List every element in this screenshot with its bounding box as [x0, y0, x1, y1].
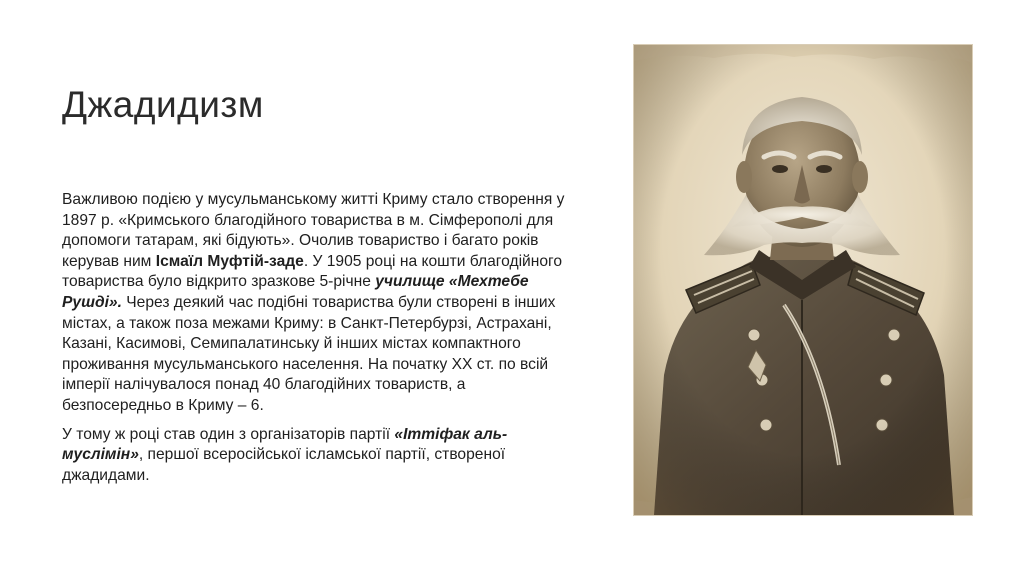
paragraph-2: [62, 425, 572, 487]
portrait-illustration: [634, 45, 972, 515]
portrait-photo: [634, 45, 972, 515]
slide-title: Джадидизм: [62, 84, 264, 125]
party-name: «Іттіфак аль-муслімін»: [62, 425, 508, 464]
paragraph-2-text-1: У тому ж році став один з організаторів партії: [62, 425, 395, 443]
paragraph-1: [62, 190, 572, 417]
paragraph-1-text-3: Через деякий час подібні товариства були створені в інших містах, а також поза межами Криму: в Санкт-Петербурзі, Астрахані, Казані, Касимові, Семипалатинську й інших містах компактного проживання мусульманського населення. На початку XX ст. по всій імперії налічувалося понад 40 благодійних товариств, а безпосередньо в Криму – 6.: [62, 293, 556, 414]
school-name: училище «Мехтебе Рушді».: [62, 273, 529, 311]
person-name: Ісмаїл Муфтій-заде: [155, 252, 304, 270]
paragraph-1-text-1: Важливою подією у мусульманському житті Криму стало створення у 1897 р. «Кримського благодійного товариства в м. Сімферополі для допомоги татарам, які бідують». Очолив товариство і багато років керував ним: [62, 191, 565, 270]
paragraph-1-text-2: . У 1905 році на кошти благодійного товариства було відкрито зразкове 5-річне: [62, 252, 563, 291]
paragraph-2-text-2: , першої всеросійської ісламської партії, створеної джадидами.: [62, 446, 506, 484]
body-text: [62, 190, 572, 486]
